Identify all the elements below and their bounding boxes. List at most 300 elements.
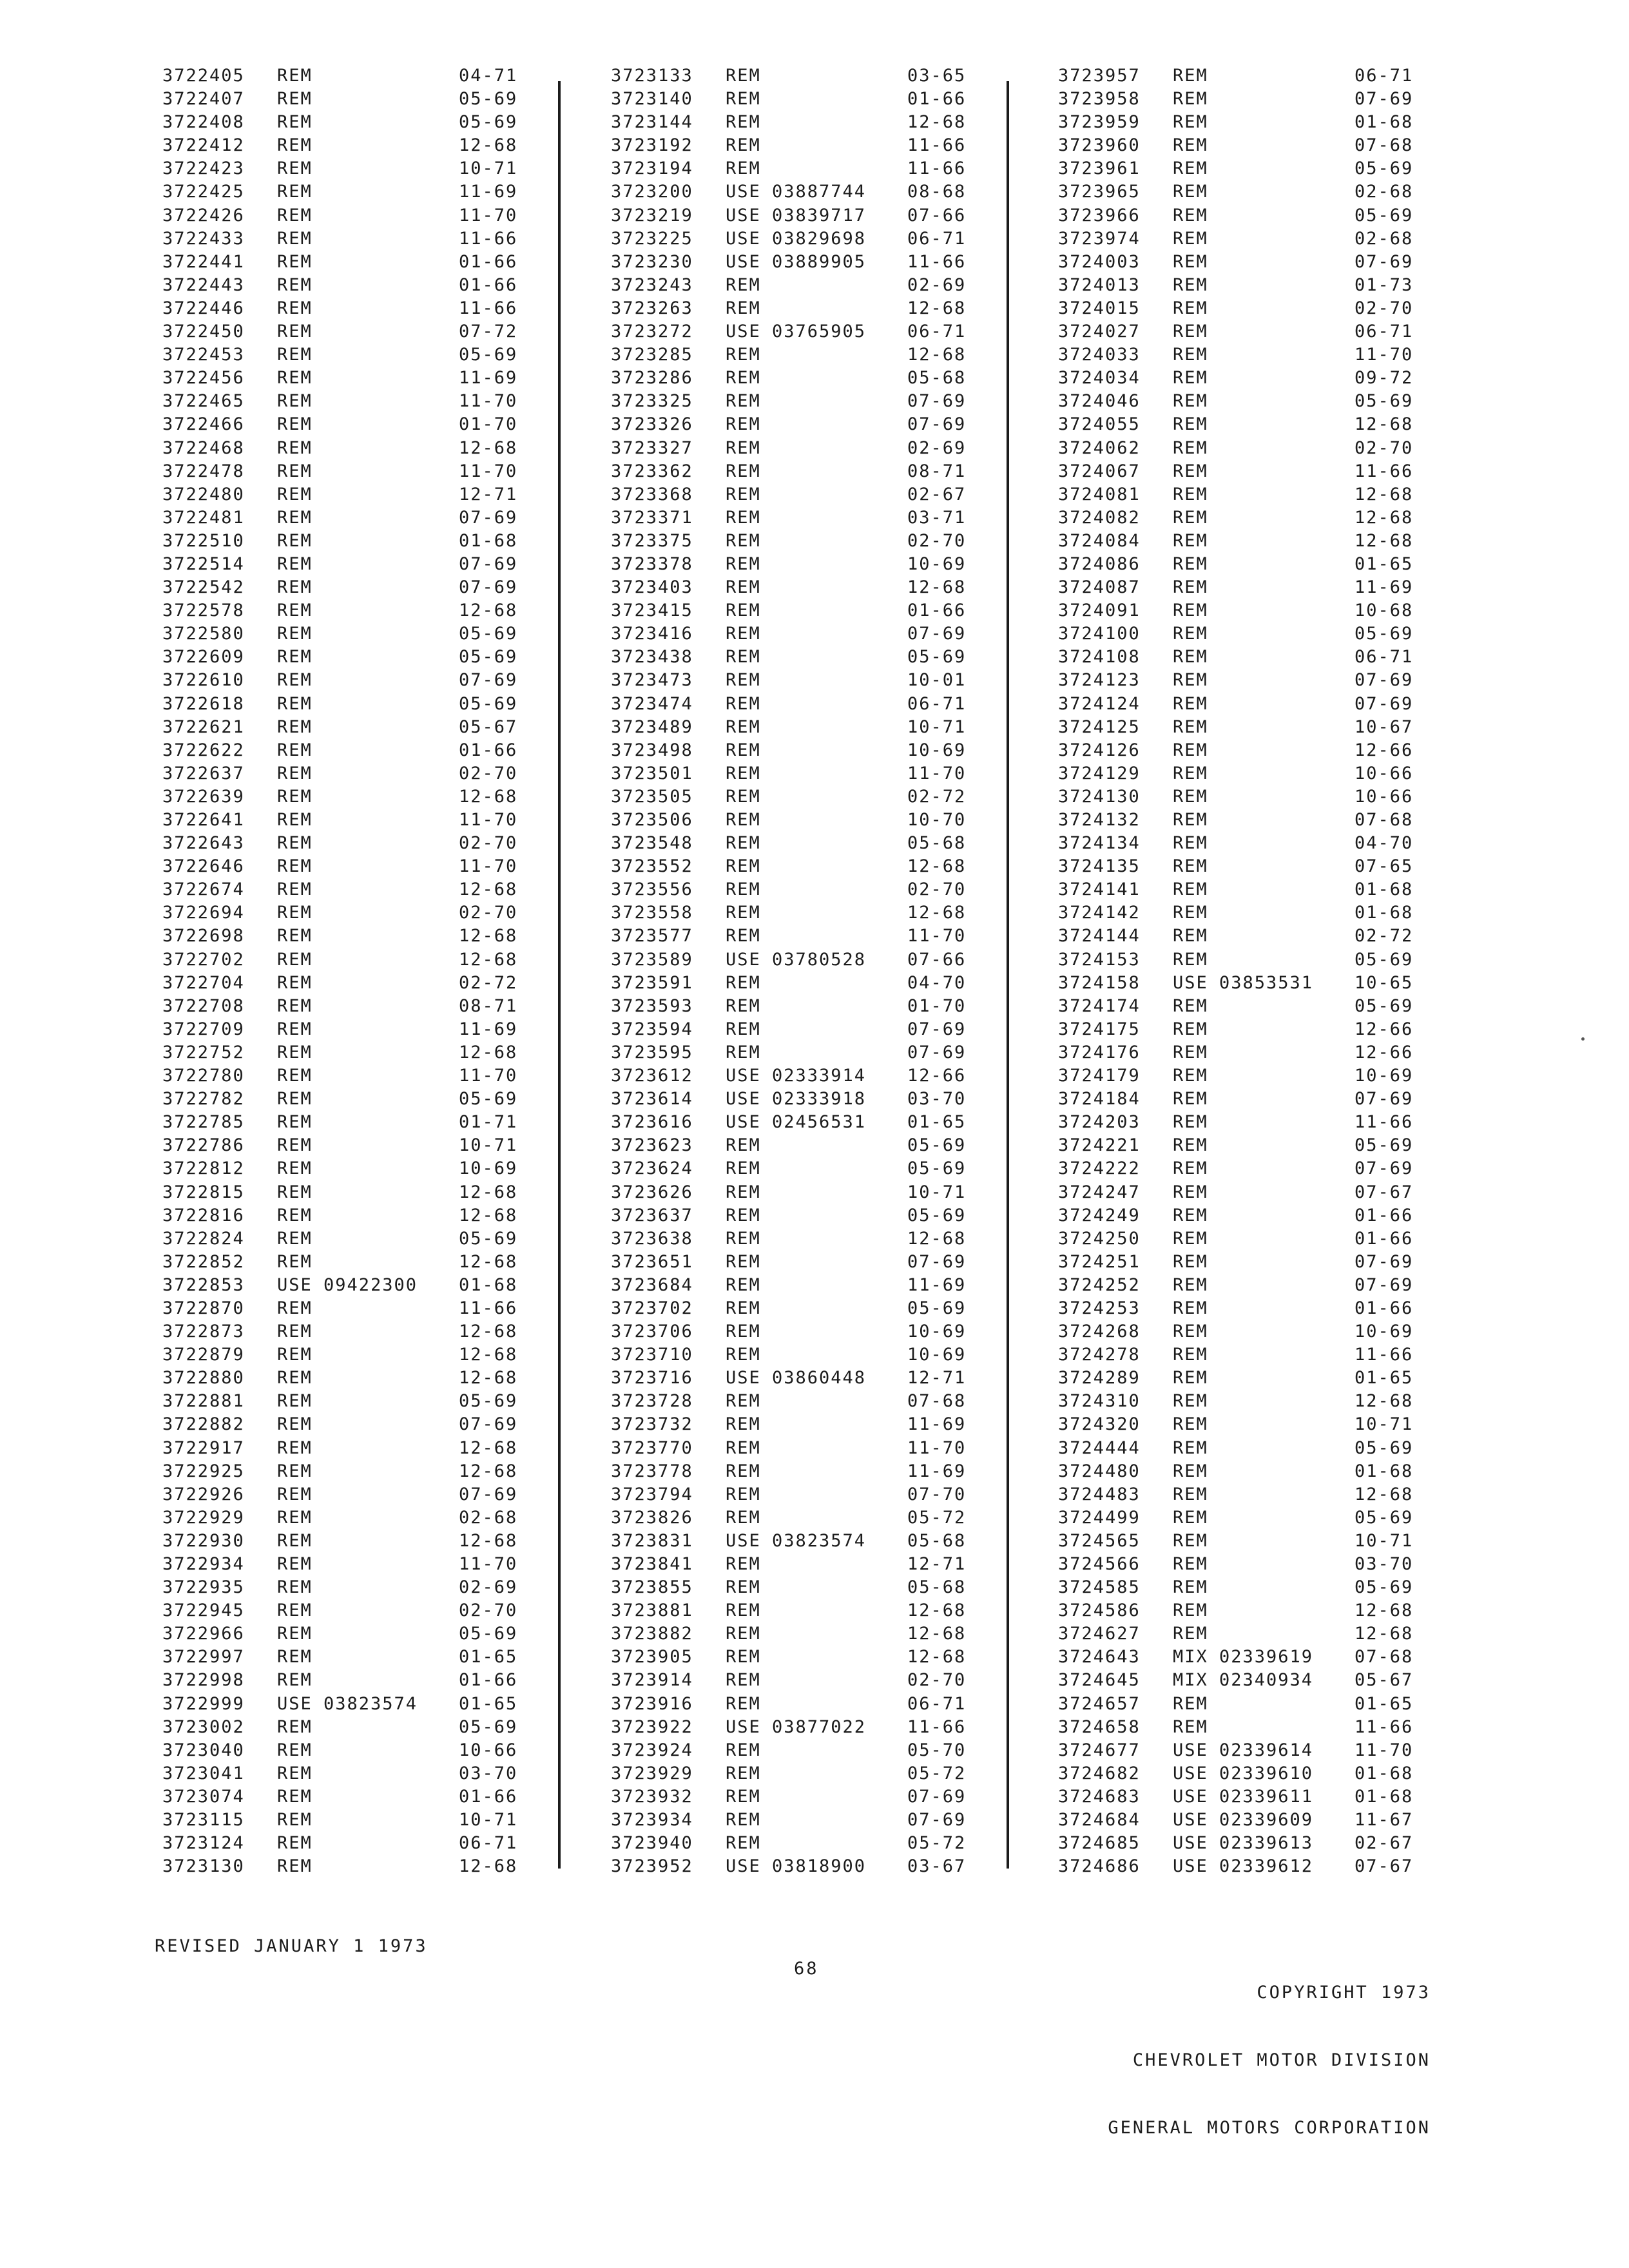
- parts-row: [1058, 1204, 1438, 1227]
- parts-row: [611, 1739, 991, 1762]
- replacement-number: [323, 1483, 459, 1506]
- replacement-number: [1219, 530, 1354, 553]
- part-number: 3723960: [1058, 135, 1141, 156]
- date: 01-66: [459, 1786, 518, 1807]
- action-code: REM: [726, 763, 761, 783]
- parts-row: [162, 1134, 543, 1157]
- date: 03-70: [459, 1763, 518, 1783]
- parts-row: [162, 1018, 543, 1041]
- parts-row: [1058, 390, 1438, 413]
- action-code: REM: [1173, 903, 1208, 923]
- action-code: REM: [277, 601, 313, 621]
- replacement-number: [772, 576, 907, 599]
- part-number: 3722621: [162, 716, 245, 737]
- parts-row: [1058, 460, 1438, 483]
- replacement-number: [772, 483, 907, 506]
- action-code: USE: [726, 949, 761, 970]
- date: 10-66: [1354, 763, 1414, 783]
- date: 11-66: [459, 1298, 518, 1318]
- part-number: 3722999: [162, 1693, 245, 1714]
- part-number: 3722917: [162, 1437, 245, 1458]
- action-code: REM: [1173, 228, 1208, 249]
- replacement-number: [1219, 1506, 1354, 1530]
- part-number: 3722852: [162, 1251, 245, 1272]
- action-code: REM: [277, 274, 313, 295]
- replacement-number: [323, 1390, 459, 1413]
- action-code: REM: [277, 1158, 313, 1179]
- replacement-number: [323, 1343, 459, 1367]
- action-code: REM: [277, 345, 313, 365]
- replacement-number: [1219, 88, 1354, 111]
- parts-row: [611, 1437, 991, 1460]
- part-number: 3724658: [1058, 1716, 1141, 1737]
- parts-row: [162, 925, 543, 948]
- date: 05-69: [459, 1716, 518, 1737]
- action-code: REM: [277, 1810, 313, 1831]
- replacement-number: [772, 1576, 907, 1599]
- parts-row: [611, 1832, 991, 1855]
- replacement-number: [772, 1785, 907, 1809]
- replacement-number: [323, 1716, 459, 1739]
- replacement-number: [772, 1809, 907, 1832]
- part-number: 3723577: [611, 926, 693, 947]
- date: 05-69: [459, 345, 518, 365]
- parts-row: [611, 948, 991, 972]
- parts-row: [162, 1576, 543, 1599]
- replacement-number: [323, 251, 459, 274]
- part-number: 3724278: [1058, 1345, 1141, 1365]
- part-number: 3722405: [162, 66, 245, 86]
- replacement-number: [772, 622, 907, 646]
- date: 01-68: [1354, 1461, 1414, 1481]
- date: 12-66: [1354, 1019, 1414, 1039]
- part-number: 3723623: [611, 1135, 693, 1156]
- action-code: REM: [726, 693, 761, 714]
- part-number: 3723473: [611, 670, 693, 691]
- action-code: REM: [1173, 298, 1208, 318]
- action-code: REM: [726, 1624, 761, 1644]
- date: 05-68: [907, 833, 967, 854]
- part-number: 3722446: [162, 298, 245, 318]
- part-number: 3724132: [1058, 810, 1141, 830]
- parts-row: [162, 1367, 543, 1390]
- date: 07-69: [459, 553, 518, 574]
- date: 07-68: [907, 1391, 967, 1412]
- parts-row: [1058, 1809, 1438, 1832]
- action-code: USE: [726, 1112, 761, 1133]
- replacement-number: 03887744: [772, 182, 867, 202]
- replacement-number: 03889905: [772, 251, 867, 272]
- replacement-number: [323, 1111, 459, 1134]
- part-number: 3723626: [611, 1182, 693, 1202]
- parts-row: [1058, 227, 1438, 251]
- replacement-number: [772, 1390, 907, 1413]
- replacement-number: [323, 390, 459, 413]
- date: 07-69: [907, 624, 967, 644]
- action-code: REM: [277, 949, 313, 970]
- action-code: REM: [726, 647, 761, 668]
- replacement-number: [323, 1622, 459, 1646]
- part-number: 3723616: [611, 1112, 693, 1133]
- part-number: 3724179: [1058, 1066, 1141, 1086]
- replacement-number: [323, 204, 459, 227]
- parts-row: [162, 576, 543, 599]
- date: 10-69: [907, 1321, 967, 1342]
- replacement-number: [1219, 693, 1354, 716]
- date: 05-72: [907, 1763, 967, 1783]
- action-code: REM: [1173, 66, 1208, 86]
- action-code: REM: [726, 1647, 761, 1667]
- date: 10-65: [1354, 972, 1414, 993]
- parts-row: [162, 134, 543, 157]
- action-code: REM: [726, 391, 761, 412]
- parts-row: [611, 1762, 991, 1785]
- part-number: 3724027: [1058, 322, 1141, 342]
- date: 02-68: [1354, 182, 1414, 202]
- part-number: 3722425: [162, 182, 245, 202]
- part-number: 3722441: [162, 251, 245, 272]
- action-code: USE: [1173, 1740, 1208, 1760]
- parts-row: [1058, 297, 1438, 320]
- action-code: REM: [277, 507, 313, 528]
- replacement-number: 02339609: [1219, 1810, 1314, 1831]
- replacement-number: [772, 809, 907, 832]
- date: 08-68: [907, 182, 967, 202]
- replacement-number: [1219, 925, 1354, 948]
- date: 07-69: [1354, 1251, 1414, 1272]
- replacement-number: [323, 1251, 459, 1274]
- replacement-number: [323, 739, 459, 762]
- action-code: REM: [726, 810, 761, 830]
- part-number: 3722785: [162, 1112, 245, 1133]
- replacement-number: [323, 413, 459, 436]
- action-code: REM: [726, 1251, 761, 1272]
- replacement-number: 02333918: [772, 1089, 867, 1110]
- replacement-number: [323, 972, 459, 995]
- part-number: 3722641: [162, 810, 245, 830]
- date: 12-68: [459, 926, 518, 947]
- part-number: 3722925: [162, 1461, 245, 1481]
- date: 07-67: [1354, 1182, 1414, 1202]
- replacement-number: [772, 1553, 907, 1576]
- date: 10-69: [1354, 1066, 1414, 1086]
- action-code: USE: [1173, 1810, 1208, 1831]
- action-code: USE: [726, 182, 761, 202]
- date: 07-69: [459, 507, 518, 528]
- action-code: REM: [277, 1670, 313, 1691]
- parts-row: [162, 1785, 543, 1809]
- replacement-number: [323, 227, 459, 251]
- date: 03-65: [907, 66, 967, 86]
- part-number: 3722456: [162, 368, 245, 389]
- parts-row: [611, 1251, 991, 1274]
- replacement-number: [772, 157, 907, 180]
- action-code: REM: [1173, 647, 1208, 668]
- replacement-number: [1219, 901, 1354, 925]
- parts-row: [611, 1669, 991, 1692]
- parts-row: [162, 1646, 543, 1669]
- date: 05-68: [907, 368, 967, 389]
- action-code: REM: [726, 1763, 761, 1783]
- action-code: REM: [1173, 1274, 1208, 1295]
- replacement-number: [323, 622, 459, 646]
- replacement-number: [1219, 1622, 1354, 1646]
- parts-row: [1058, 1367, 1438, 1390]
- replacement-number: [772, 1157, 907, 1180]
- action-code: REM: [277, 1182, 313, 1202]
- part-number: 3723651: [611, 1251, 693, 1272]
- date: 06-71: [459, 1833, 518, 1854]
- replacement-number: [772, 413, 907, 436]
- replacement-number: [772, 599, 907, 622]
- parts-row: [162, 1157, 543, 1180]
- part-number: 3722780: [162, 1066, 245, 1086]
- replacement-number: [772, 1320, 907, 1343]
- parts-row: [162, 762, 543, 785]
- action-code: USE: [726, 1530, 761, 1551]
- action-code: USE: [1173, 1856, 1208, 1877]
- action-code: REM: [1173, 670, 1208, 691]
- replacement-number: [323, 646, 459, 669]
- action-code: REM: [277, 89, 313, 110]
- replacement-number: [323, 1553, 459, 1576]
- part-number: 3723932: [611, 1786, 693, 1807]
- replacement-number: [772, 832, 907, 855]
- date: 10-66: [1354, 786, 1414, 807]
- parts-row: [611, 88, 991, 111]
- date: 07-69: [907, 1786, 967, 1807]
- part-number: 3724643: [1058, 1647, 1141, 1667]
- date: 07-70: [907, 1484, 967, 1504]
- date: 05-67: [1354, 1670, 1414, 1691]
- parts-row: [1058, 530, 1438, 553]
- parts-row: [611, 646, 991, 669]
- part-number: 3724130: [1058, 786, 1141, 807]
- action-code: REM: [726, 461, 761, 481]
- replacement-number: [323, 460, 459, 483]
- replacement-number: [1219, 1460, 1354, 1483]
- parts-row: [1058, 925, 1438, 948]
- replacement-number: [772, 878, 907, 901]
- date: 12-68: [907, 577, 967, 598]
- part-number: 3724586: [1058, 1600, 1141, 1621]
- replacement-number: [1219, 785, 1354, 809]
- date: 07-68: [1354, 135, 1414, 156]
- action-code: REM: [277, 786, 313, 807]
- action-code: REM: [277, 112, 313, 133]
- parts-row: [1058, 1320, 1438, 1343]
- date: 11-66: [1354, 1345, 1414, 1365]
- parts-row: [162, 622, 543, 646]
- part-number: 3724221: [1058, 1135, 1141, 1156]
- replacement-number: [323, 1157, 459, 1180]
- action-code: REM: [726, 716, 761, 737]
- action-code: REM: [277, 1112, 313, 1133]
- date: 07-68: [1354, 1647, 1414, 1667]
- parts-row: [162, 1599, 543, 1622]
- replacement-number: [1219, 343, 1354, 367]
- date: 10-69: [459, 1158, 518, 1179]
- replacement-number: [772, 1297, 907, 1320]
- date: 03-70: [907, 1089, 967, 1110]
- parts-row: [1058, 1855, 1438, 1878]
- action-code: REM: [277, 251, 313, 272]
- parts-row: [1058, 1227, 1438, 1251]
- part-number: 3724565: [1058, 1530, 1141, 1551]
- replacement-number: [1219, 1274, 1354, 1297]
- part-number: 3723841: [611, 1554, 693, 1574]
- action-code: REM: [1173, 414, 1208, 435]
- parts-row: [1058, 739, 1438, 762]
- part-number: 3723498: [611, 740, 693, 760]
- date: 02-72: [459, 972, 518, 993]
- replacement-number: [1219, 1483, 1354, 1506]
- replacement-number: [772, 1437, 907, 1460]
- parts-row: [611, 180, 991, 204]
- action-code: REM: [726, 135, 761, 156]
- parts-row: [1058, 111, 1438, 134]
- date: 01-65: [459, 1647, 518, 1667]
- part-number: 3722870: [162, 1298, 245, 1318]
- date: 01-65: [907, 1112, 967, 1133]
- date: 05-69: [1354, 1437, 1414, 1458]
- date: 06-71: [907, 693, 967, 714]
- part-number: 3723706: [611, 1321, 693, 1342]
- action-code: REM: [277, 1786, 313, 1807]
- replacement-number: [1219, 111, 1354, 134]
- parts-row: [611, 901, 991, 925]
- part-number: 3722609: [162, 647, 245, 668]
- part-number: 3723556: [611, 879, 693, 900]
- replacement-number: [1219, 204, 1354, 227]
- date: 10-71: [1354, 1530, 1414, 1551]
- parts-row: [1058, 1460, 1438, 1483]
- part-number: 3723438: [611, 647, 693, 668]
- action-code: REM: [277, 135, 313, 156]
- parts-row: [611, 576, 991, 599]
- action-code: REM: [726, 1554, 761, 1574]
- parts-row: [611, 1390, 991, 1413]
- action-code: REM: [1173, 1042, 1208, 1062]
- date: 05-69: [1354, 1577, 1414, 1598]
- parts-row: [1058, 1251, 1438, 1274]
- action-code: REM: [726, 553, 761, 574]
- date: 12-68: [459, 1437, 518, 1458]
- part-number: 3724013: [1058, 274, 1141, 295]
- replacement-number: [323, 832, 459, 855]
- parts-row: [162, 785, 543, 809]
- replacement-number: [323, 1646, 459, 1669]
- replacement-number: [323, 855, 459, 878]
- parts-row: [1058, 1832, 1438, 1855]
- action-code: REM: [277, 1647, 313, 1667]
- action-code: REM: [726, 1461, 761, 1481]
- replacement-number: [772, 785, 907, 809]
- action-code: REM: [726, 1135, 761, 1156]
- part-number: 3722702: [162, 949, 245, 970]
- replacement-number: [1219, 1413, 1354, 1436]
- replacement-number: [323, 367, 459, 390]
- replacement-number: [772, 390, 907, 413]
- replacement-number: [323, 693, 459, 716]
- action-code: REM: [1173, 1577, 1208, 1598]
- action-code: REM: [1173, 949, 1208, 970]
- action-code: REM: [726, 856, 761, 877]
- parts-row: [162, 460, 543, 483]
- action-code: REM: [277, 1577, 313, 1598]
- replacement-number: [1219, 1576, 1354, 1599]
- replacement-number: 03829698: [772, 228, 867, 249]
- action-code: REM: [1173, 1530, 1208, 1551]
- parts-row: [611, 1018, 991, 1041]
- replacement-number: [1219, 762, 1354, 785]
- date: 05-69: [907, 647, 967, 668]
- parts-row: [611, 320, 991, 343]
- date: 12-68: [1354, 1484, 1414, 1504]
- replacement-number: [323, 1204, 459, 1227]
- date: 07-69: [907, 414, 967, 435]
- parts-row: [611, 274, 991, 297]
- part-number: 3723230: [611, 251, 693, 272]
- action-code: REM: [1173, 995, 1208, 1016]
- date: 01-68: [459, 530, 518, 551]
- scan-speck: [1581, 1037, 1585, 1041]
- replacement-number: [323, 1599, 459, 1622]
- replacement-number: [1219, 1227, 1354, 1251]
- revised-date: REVISED JANUARY 1 1973: [155, 1936, 428, 1956]
- date: 02-67: [1354, 1833, 1414, 1854]
- part-number: 3722466: [162, 414, 245, 435]
- replacement-number: [323, 506, 459, 530]
- replacement-number: [1219, 1343, 1354, 1367]
- action-code: REM: [1173, 1414, 1208, 1435]
- parts-row: [1058, 948, 1438, 972]
- part-number: 3722815: [162, 1182, 245, 1202]
- action-code: REM: [277, 1368, 313, 1389]
- date: 02-68: [459, 1507, 518, 1528]
- part-number: 3724062: [1058, 437, 1141, 458]
- replacement-number: [1219, 832, 1354, 855]
- date: 11-70: [459, 810, 518, 830]
- action-code: REM: [1173, 437, 1208, 458]
- parts-row: [611, 1716, 991, 1739]
- replacement-number: [323, 111, 459, 134]
- date: 10-71: [459, 1810, 518, 1831]
- replacement-number: [323, 1506, 459, 1530]
- parts-row: [611, 390, 991, 413]
- parts-row: [162, 646, 543, 669]
- replacement-number: [1219, 1041, 1354, 1064]
- date: 11-70: [1354, 1740, 1414, 1760]
- date: 05-69: [459, 1391, 518, 1412]
- date: 11-70: [459, 1554, 518, 1574]
- date: 06-71: [907, 322, 967, 342]
- date: 11-66: [1354, 461, 1414, 481]
- action-code: REM: [1173, 135, 1208, 156]
- replacement-number: [323, 1367, 459, 1390]
- date: 12-68: [459, 786, 518, 807]
- date: 03-71: [907, 507, 967, 528]
- action-code: REM: [1173, 601, 1208, 621]
- parts-row: [611, 785, 991, 809]
- replacement-number: 03765905: [772, 322, 867, 342]
- replacement-number: [1219, 437, 1354, 460]
- replacement-number: [772, 1599, 907, 1622]
- part-number: 3724310: [1058, 1391, 1141, 1412]
- date: 07-69: [459, 577, 518, 598]
- part-number: 3724499: [1058, 1507, 1141, 1528]
- part-number: 3723959: [1058, 112, 1141, 133]
